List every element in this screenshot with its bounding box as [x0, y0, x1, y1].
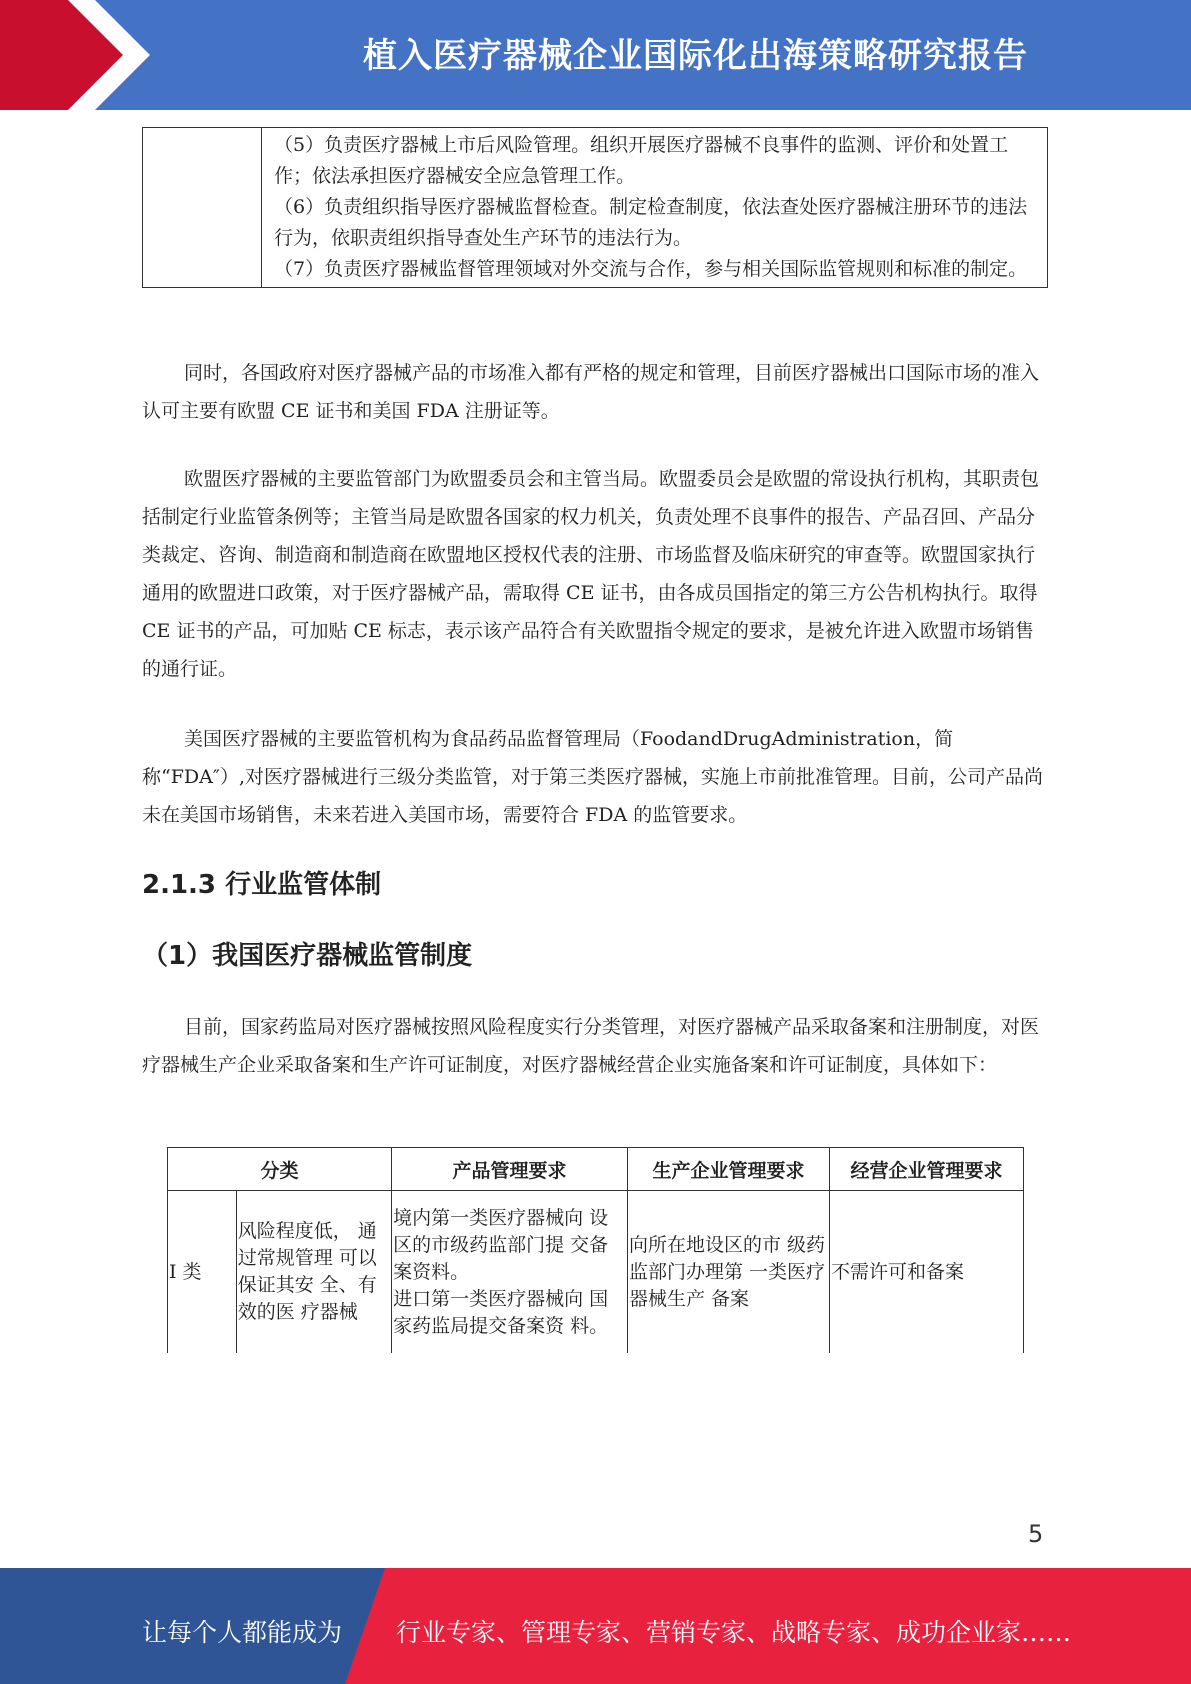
business-requirement-cell: 不需许可和备案 — [829, 1191, 1023, 1354]
responsibility-item: （6）负责组织指导医疗器械监督检查。制定检查制度，依法查处医疗器械注册环节的违法行为，依职责组织指导查处生产环节的违法行为。 — [274, 196, 1028, 249]
responsibilities-table — [142, 127, 1048, 288]
table-header-row — [168, 1148, 1024, 1191]
product-requirement-cell: 境内第一类医疗器械向 设区的市级药监部门提 交备案资料。 进口第一类医疗器械向 国家药监局提交备案资 料。 — [392, 1191, 628, 1354]
paragraph-china-regulation: 目前，国家药监局对医疗器械按照风险程度实行分类管理，对医疗器械产品采取备案和注册制度，对医疗器械生产企业采取备案和生产许可证制度，对医疗器械经营企业实施备案和许可证制度，具体如下： — [142, 1016, 1040, 1076]
table-cell-responsibilities — [262, 128, 1048, 288]
table-row — [168, 1191, 1024, 1354]
responsibility-item: （5）负责医疗器械上市后风险管理。组织开展医疗器械不良事件的监测、评价和处置工作；依法承担医疗器械安全应急管理工作。 — [274, 134, 1009, 187]
page-header — [0, 0, 1191, 110]
risk-description-cell: 风险程度低， 通过常规管理 可以保证其安 全、有效的医 疗器械 — [236, 1191, 391, 1354]
paragraph-eu-regulation: 欧盟医疗器械的主要监管部门为欧盟委员会和主管当局。欧盟委员会是欧盟的常设执行机构，其职责包括制定行业监管条例等；主管当局是欧盟各国家的权力机关，负责处理不良事件的报告、产品召回、产品分类裁定、咨询、制造商和制造商在欧盟地区授权代表的注册、市场监督及临床研究的审查等。欧盟国家执行通用的欧盟进口政策，对于医疗器械产品，需取得 CE 证书，由各成员国指定的第三方公告机构执行。取得 CE 证书的产品，可加贴 CE 标志，表示该产品符合有关欧盟指令规定的要求，是被允许进入欧盟市场销售的通行证。 — [142, 468, 1040, 680]
paragraph-us-fda: 美国医疗器械的主要监管机构为食品药品监督管理局（FoodandDrugAdministration，简称“FDA″）,对医疗器械进行三级分类监管，对于第三类医疗器械，实施上市前批准管理。目前，公司产品尚未在美国市场销售，未来若进入美国市场，需要符合 FDA 的监管要求。 — [142, 728, 1043, 826]
footer-slogan-left: 让每个人都能成为 — [142, 1618, 343, 1647]
responsibility-item: （7）负责医疗器械监督管理领域对外交流与合作，参与相关国际监管规则和标准的制定。 — [274, 258, 1028, 280]
table-row — [143, 128, 1048, 288]
page-footer — [0, 1568, 1191, 1684]
column-header: 分类 — [168, 1148, 392, 1191]
classification-table — [167, 1147, 1024, 1353]
footer-slogan-right: 行业专家、管理专家、营销专家、战略专家、成功企业家…… — [396, 1618, 1072, 1647]
class-cell: I 类 — [168, 1191, 237, 1354]
column-header: 产品管理要求 — [392, 1148, 628, 1191]
header-title: 植入医疗器械企业国际化出海策略研究报告 — [363, 36, 1028, 76]
column-header: 经营企业管理要求 — [829, 1148, 1023, 1191]
subsection-heading: （1）我国医疗器械监管制度 — [142, 941, 473, 971]
page-number: 5 — [1028, 1520, 1044, 1548]
table-cell-empty — [143, 128, 262, 288]
column-header: 生产企业管理要求 — [627, 1148, 829, 1191]
production-requirement-cell: 向所在地设区的市 级药监部门办理第 一类医疗器械生产 备案 — [627, 1191, 829, 1354]
paragraph-market-access: 同时，各国政府对医疗器械产品的市场准入都有严格的规定和管理，目前医疗器械出口国际市场的准入认可主要有欧盟 CE 证书和美国 FDA 注册证等。 — [142, 362, 1040, 422]
section-heading: 2.1.3 行业监管体制 — [142, 870, 382, 900]
